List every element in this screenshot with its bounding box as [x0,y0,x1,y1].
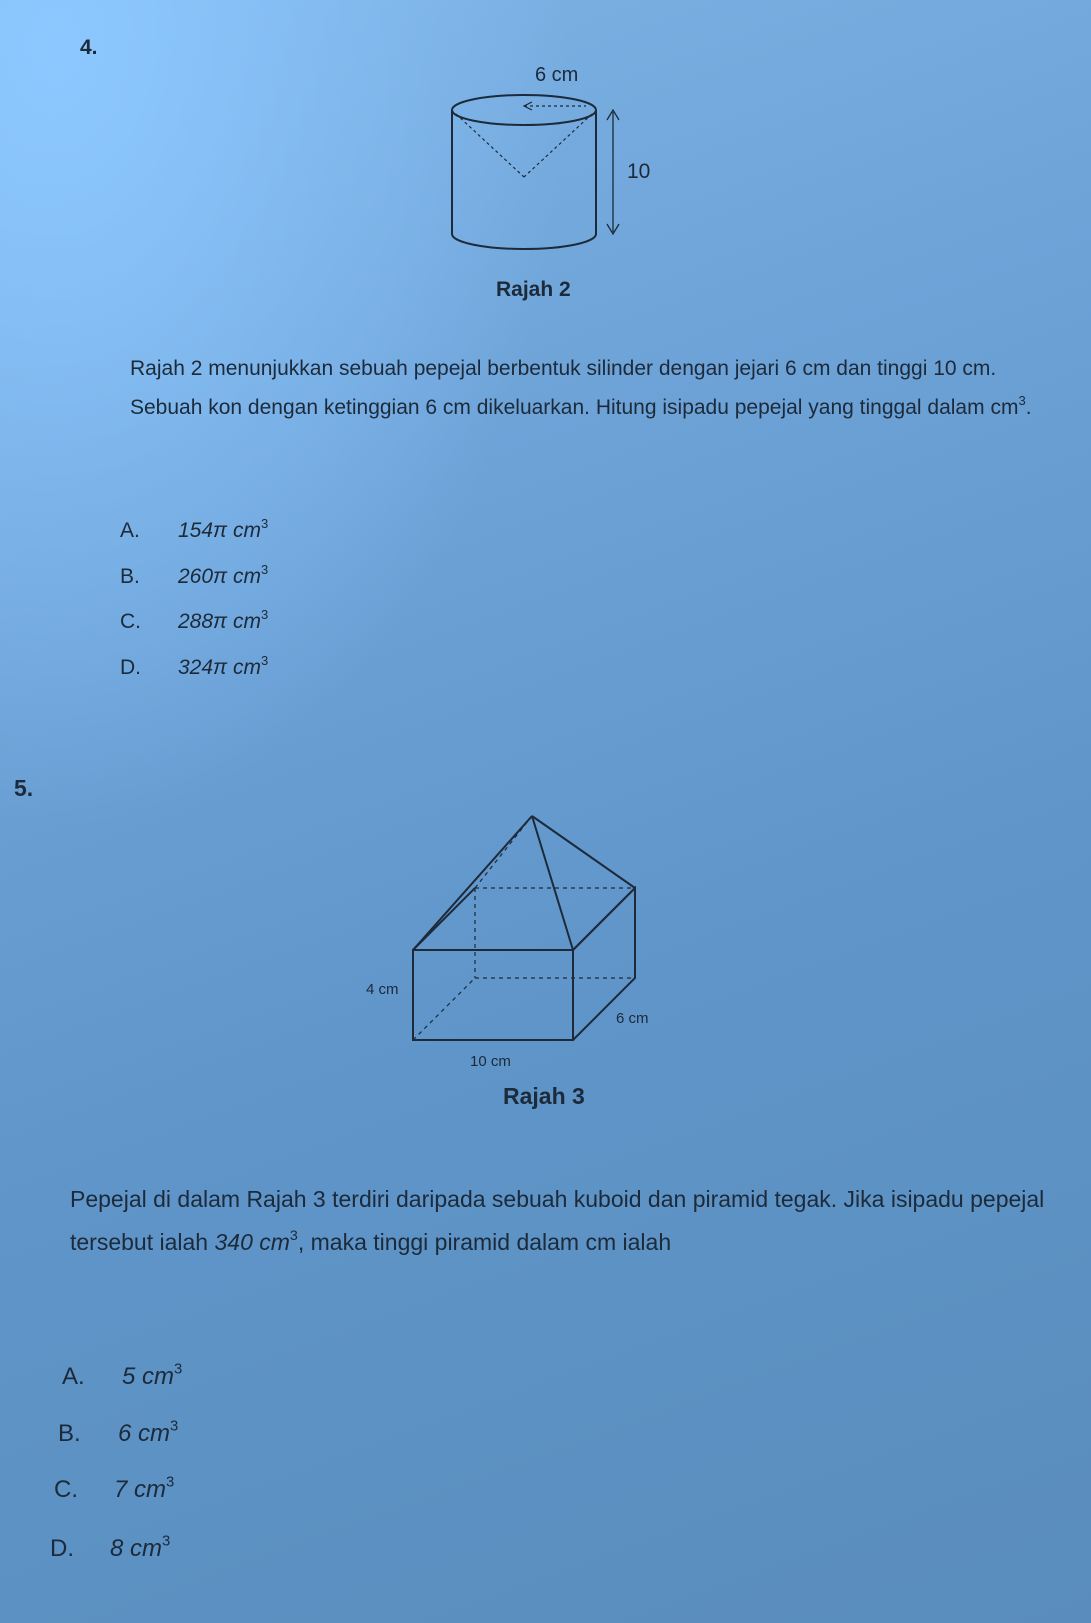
q5-option-c[interactable]: C. 7 $cm^3$ [54,1474,175,1503]
radius-label: 6 cm [535,64,579,86]
q4-option-c[interactable]: C. 288π $cm^3$ [120,606,269,633]
q5-option-b[interactable]: B. 6 $cm^3$ [58,1418,179,1447]
question-4-text: Rajah 2 menunjukkan sebuah pepejal berbentuk silinder dengan jejari 6 cm dan tinggi 10 cm. Sebuah kon dengan ketinggian 6 cm dikeluarkan. Hitung isipadu pepejal yang tinggal dalam $cm^3$. [130,357,1032,419]
figure-caption-rajah-3: Rajah 3 [503,1083,585,1109]
cuboid-length-label: 10 cm [470,1053,511,1070]
q4-option-d[interactable]: D. 324π $cm^3$ [120,652,269,679]
cuboid-height-label: 4 cm [366,981,399,998]
q5-option-d[interactable]: D. 8 $cm^3$ [50,1533,171,1562]
q4-option-a[interactable]: A. 154π $cm^3$ [120,515,269,542]
cylinder-diagram [420,62,680,252]
question-5-text: Pepejal di dalam Rajah 3 terdiri daripada sebuah kuboid dan piramid tegak. Jika isipadu pepejal tersebut ialah 340 $cm^3$, maka tinggi piramid dalam cm ialah [70,1186,1045,1255]
q4-option-b[interactable]: B. 260π $cm^3$ [120,561,269,588]
cuboid-width-label: 6 cm [616,1010,649,1027]
q5-option-a[interactable]: A. 5 $cm^3$ [62,1361,183,1390]
figure-caption-rajah-2: Rajah 2 [496,278,571,301]
question-5-number: 5. [14,775,34,801]
question-4-number: 4. [80,36,98,59]
height-label: 10 [627,160,651,183]
